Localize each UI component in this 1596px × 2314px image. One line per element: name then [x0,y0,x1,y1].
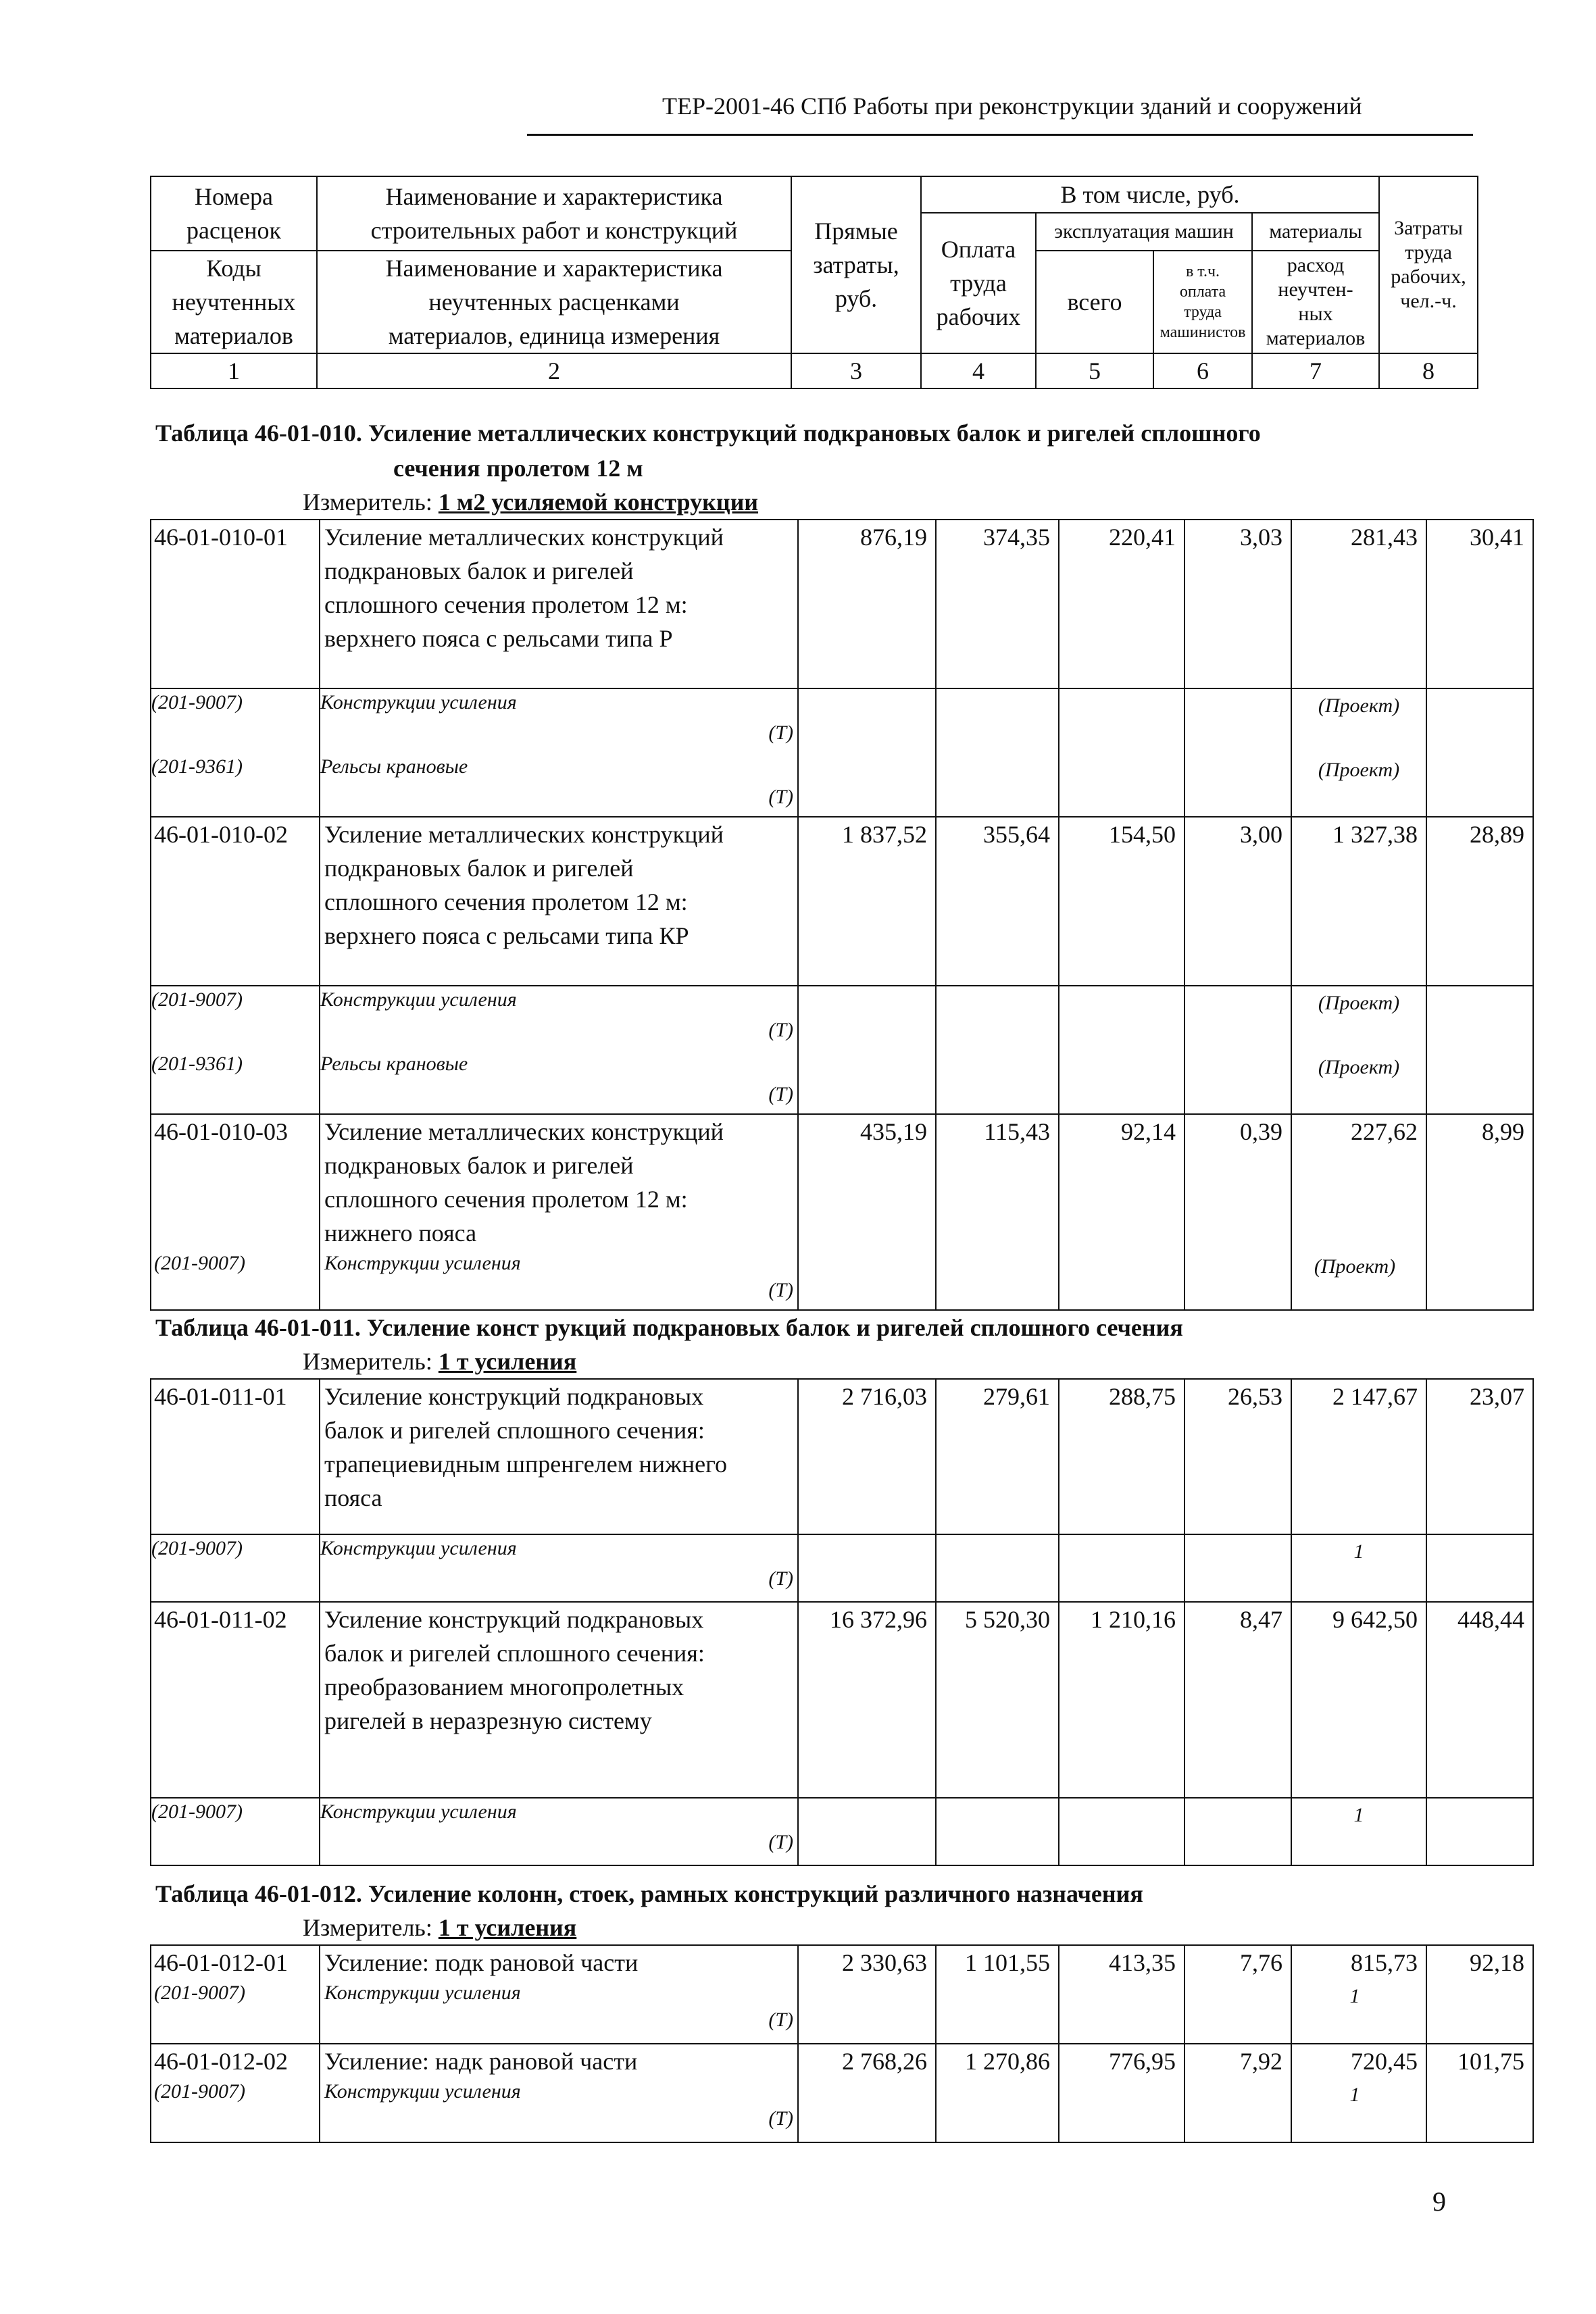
rate-description: Усиление: надк рановой части Конструкции усиления (Т) [320,2044,798,2142]
machinist-pay: 7,92 [1184,2044,1291,2142]
labor-pay: 1 270,86 [936,2044,1059,2142]
direct-cost: 876,19 [798,520,936,688]
labor-hours: 448,44 [1426,1602,1533,1798]
rate-description: Усиление: подк рановой части Конструкции усиления (Т) [320,1945,798,2044]
column-header-table [150,176,1478,389]
col6-header: в т.ч. оплата труда машинистов [1153,251,1252,353]
rate-description: Усиление конструкций подкрановых балок и ригелей сплошного сечения: преобразованием многопролетных ригелей в неразрезную систему [320,1602,798,1798]
machinist-pay: 8,47 [1184,1602,1291,1798]
colnum-6: 6 [1153,353,1252,388]
section-unit: Измеритель: 1 м2 усиляемой конструкции [303,488,759,515]
labor-hours: 28,89 [1426,817,1533,986]
direct-cost: 2 716,03 [798,1379,936,1534]
machinist-pay: 3,00 [1184,817,1291,986]
col7-header: расход неучтен- ных материалов [1252,251,1379,353]
section-title-cont: сечения пролетом 12 м [393,455,643,482]
rate-code: 46-01-011-02 [151,1602,320,1798]
machinist-pay: 7,76 [1184,1945,1291,2044]
labor-hours: 101,75 [1426,2044,1533,2142]
machines-total: 288,75 [1059,1379,1184,1534]
colnum-3: 3 [791,353,921,388]
labor-hours: 8,99 [1426,1114,1533,1310]
section-title: Таблица 46-01-011. Усиление конст рукций подкрановых балок и ригелей сплошного сечения [155,1314,1183,1341]
rate-description: Усиление конструкций подкрановых балок и ригелей сплошного сечения: трапециевидным шпренгелем нижнего пояса [320,1379,798,1534]
machines-total: 776,95 [1059,2044,1184,2142]
section-unit: Измеритель: 1 т усиления [303,1914,577,1941]
section-title: Таблица 46-01-012. Усиление колонн, стоек, рамных конструкций различного назначения [155,1880,1143,1907]
col4-header: Оплата труда рабочих [921,213,1036,353]
direct-cost: 1 837,52 [798,817,936,986]
rate-code: 46-01-010-02 [151,817,320,986]
material-names: Конструкции усиления (Т) Рельсы крановые (Т) [320,986,798,1114]
colnum-2: 2 [317,353,791,388]
rate-code: 46-01-010-03 (201-9007) [151,1114,320,1310]
page-header: ТЕР-2001-46 СПб Работы при реконструкции зданий и сооружений [662,93,1362,120]
direct-cost: 435,19 [798,1114,936,1310]
labor-pay: 279,61 [936,1379,1059,1534]
rate-code: 46-01-012-02 (201-9007) [151,2044,320,2142]
machinist-pay: 26,53 [1184,1379,1291,1534]
rates-table-011 [150,1378,1534,1866]
materials-cost: 9 642,50 [1291,1602,1426,1798]
col2-bottom: Наименование и характеристика неучтенных расценками материалов, единица измерения [317,251,791,353]
colnum-5: 5 [1036,353,1153,388]
material-codes: (201-9007) (201-9361) [151,986,320,1114]
materials-header: материалы [1252,213,1379,251]
materials-cost: 1 327,38 [1291,817,1426,986]
section-title: Таблица 46-01-010. Усиление металлических конструкций подкрановых балок и ригелей сплошного [155,420,1261,447]
rate-code: 46-01-011-01 [151,1379,320,1534]
colnum-8: 8 [1379,353,1478,388]
header-rule [527,134,1473,136]
material-names: Конструкции усиления (Т) [320,1798,798,1865]
materials-cost: 720,45 1 [1291,2044,1426,2142]
section-unit: Измеритель: 1 т усиления [303,1348,577,1375]
material-codes: (201-9007) [151,1798,320,1865]
col1-bottom: Коды неучтенных материалов [151,251,317,353]
rates-table-010 [150,519,1534,1311]
rate-description: Усиление металлических конструкций подкрановых балок и ригелей сплошного сечения пролетом 12 м: верхнего пояса с рельсами типа КР [320,817,798,986]
labor-pay: 1 101,55 [936,1945,1059,2044]
material-amounts: 1 [1291,1798,1426,1865]
material-names: Конструкции усиления (Т) [320,1534,798,1602]
col8-header: Затраты труда рабочих, чел.-ч. [1379,176,1478,353]
direct-cost: 16 372,96 [798,1602,936,1798]
material-codes: (201-9007) (201-9361) [151,688,320,817]
labor-pay: 115,43 [936,1114,1059,1310]
direct-cost: 2 330,63 [798,1945,936,2044]
rates-table-012 [150,1944,1534,2143]
materials-cost: 281,43 [1291,520,1426,688]
labor-hours: 30,41 [1426,520,1533,688]
rate-code: 46-01-012-01 (201-9007) [151,1945,320,2044]
colnum-7: 7 [1252,353,1379,388]
material-amounts: (Проект) (Проект) [1291,688,1426,817]
machines-total: 92,14 [1059,1114,1184,1310]
materials-cost: 227,62 (Проект) [1291,1114,1426,1310]
materials-cost: 2 147,67 [1291,1379,1426,1534]
rate-description: Усиление металлических конструкций подкрановых балок и ригелей сплошного сечения пролетом 12 м: верхнего пояса с рельсами типа Р [320,520,798,688]
machinist-pay: 3,03 [1184,520,1291,688]
machinist-pay: 0,39 [1184,1114,1291,1310]
labor-pay: 355,64 [936,817,1059,986]
material-codes: (201-9007) [151,1534,320,1602]
col3-header: Прямые затраты, руб. [791,176,921,353]
rate-description: Усиление металлических конструкций подкрановых балок и ригелей сплошного сечения пролетом 12 м: нижнего пояса Конструкции усиления (Т) [320,1114,798,1310]
colnum-4: 4 [921,353,1036,388]
group-header: В том числе, руб. [921,176,1379,213]
colnum-1: 1 [151,353,317,388]
material-names: Конструкции усиления (Т) Рельсы крановые (Т) [320,688,798,817]
rate-code: 46-01-010-01 [151,520,320,688]
col5-header: всего [1036,251,1153,353]
materials-cost: 815,73 1 [1291,1945,1426,2044]
material-amounts: (Проект) (Проект) [1291,986,1426,1114]
machines-total: 220,41 [1059,520,1184,688]
machines-total: 413,35 [1059,1945,1184,2044]
labor-pay: 5 520,30 [936,1602,1059,1798]
col2-top: Наименование и характеристика строительных работ и конструкций [317,176,791,251]
machines-header: эксплуатация машин [1036,213,1252,251]
labor-hours: 23,07 [1426,1379,1533,1534]
labor-hours: 92,18 [1426,1945,1533,2044]
page-number: 9 [1432,2186,1446,2217]
direct-cost: 2 768,26 [798,2044,936,2142]
col1-top: Номера расценок [151,176,317,251]
machines-total: 1 210,16 [1059,1602,1184,1798]
material-amounts: 1 [1291,1534,1426,1602]
machines-total: 154,50 [1059,817,1184,986]
labor-pay: 374,35 [936,520,1059,688]
